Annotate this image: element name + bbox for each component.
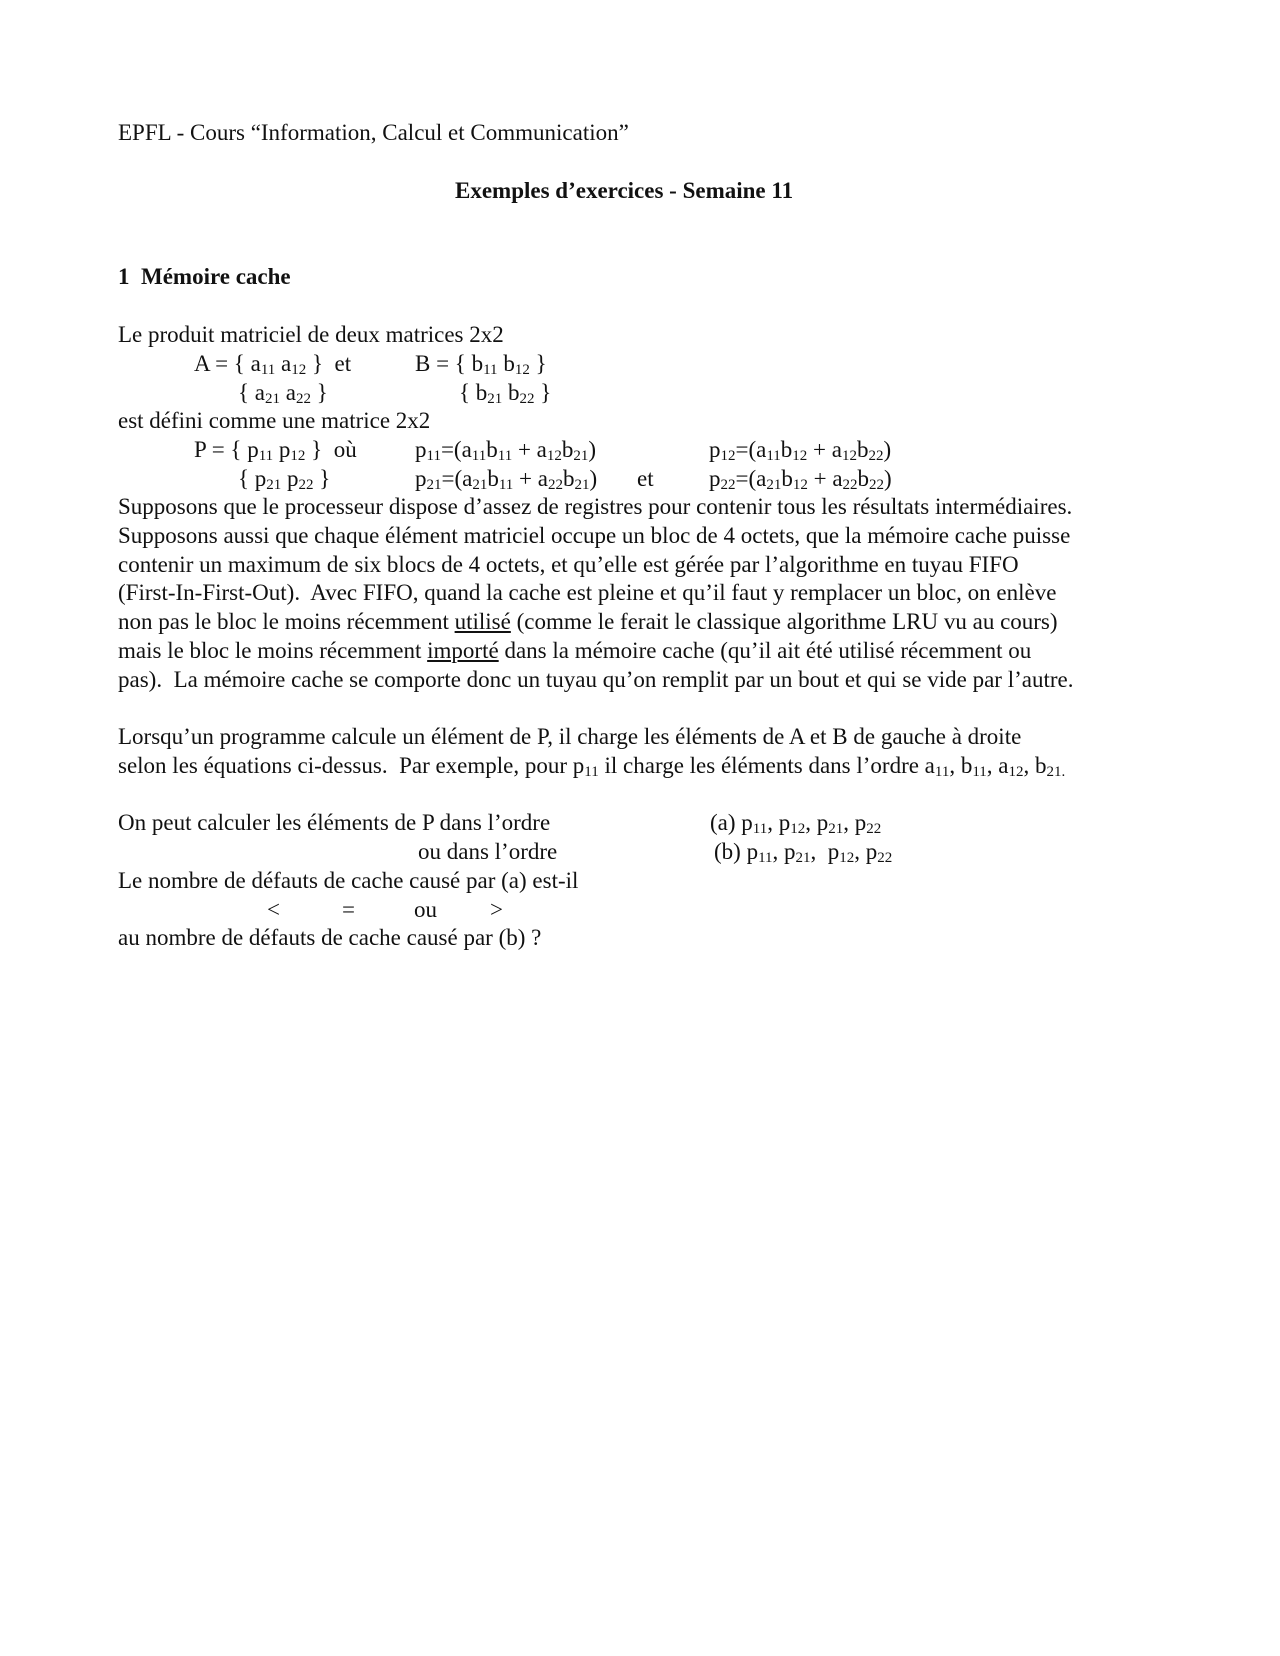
paragraph-1-line-6: mais le bloc le moins récemment importé dans la mémoire cache (qu’il ait été utilisé récemment ou [118, 638, 1032, 663]
word-ou: ou [414, 897, 437, 922]
intro-line-1: Le produit matriciel de deux matrices 2x2 [118, 322, 504, 347]
matrix-b-row-2: { $b_{21}$ $b_{22}$ } [459, 380, 552, 407]
paragraph-2-line-1: Lorsqu’un programme calcule un élément de P, il charge les éléments de A et B de gauche à droite [118, 724, 1022, 749]
equation-p21: $p_{21}=(a_{21}b_{11} + a_{22}b_{21})$ [415, 466, 598, 493]
paragraph-1-line-2: Supposons aussi que chaque élément matriciel occupe un bloc de 4 octets, que la mémoire cache puisse [118, 523, 1071, 548]
matrix-p-row-1: P = { $p_{11}$ $p_{12}$ } où [194, 437, 357, 464]
option-b: (b) $p_{11}$, $p_{21}$, $p_{12}$, $p_{22}$ [714, 839, 893, 866]
question-line-5: au nombre de défauts de cache causé par (b) ? [118, 925, 542, 950]
underlined-importe: importé [427, 638, 499, 663]
course-header: EPFL - Cours “Information, Calcul et Communication” [118, 120, 629, 145]
paragraph-2-line-2: selon les équations ci-dessus. Par exemple, pour $p_{11}$ il charge les éléments dans l’ordre $a_{11}$, $b_{11}$, $a_{12}$, b21. [118, 753, 1066, 780]
symbol-greater-than: > [490, 897, 503, 922]
underlined-utilise: utilisé [454, 609, 511, 634]
paragraph-1-line-3: contenir un maximum de six blocs de 4 octets, et qu’elle est gérée par l’algorithme en tuyau FIFO [118, 552, 1019, 577]
question-line-1: On peut calculer les éléments de P dans l’ordre [118, 810, 551, 835]
equation-p22: $p_{22}=(a_{21}b_{12} + a_{22}b_{22})$ [709, 466, 892, 493]
symbol-less-than: < [267, 897, 280, 922]
matrix-a-row-2: { $a_{21}$ $a_{22}$ } [238, 380, 328, 407]
section-title: Mémoire cache [141, 264, 291, 289]
question-line-2: ou dans l’ordre [418, 839, 558, 864]
paragraph-1-line-4: (First-In-First-Out). Avec FIFO, quand la cache est pleine et qu’il faut y remplacer un bloc, on enlève [118, 580, 1057, 605]
paragraph-1-line-1: Supposons que le processeur dispose d’assez de registres pour contenir tous les résultats intermédiaires. [118, 494, 1073, 519]
option-a: (a) $p_{11}$, $p_{12}$, $p_{21}$, $p_{22}$ [710, 810, 882, 837]
matrix-a-row-1: A = { $a_{11}$ $a_{12}$ } et [194, 351, 352, 378]
symbol-equals: = [342, 897, 355, 922]
section-heading [118, 263, 291, 291]
matrix-p-row-2: { $p_{21}$ $p_{22}$ } [238, 466, 331, 493]
matrix-b-row-1: B = { $b_{11}$ $b_{12}$ } [415, 351, 547, 378]
equation-et: et [637, 466, 654, 491]
equation-p11: $p_{11}=(a_{11}b_{11} + a_{12}b_{21})$ [415, 437, 597, 464]
question-line-3: Le nombre de défauts de cache causé par (a) est-il [118, 868, 579, 893]
page-title: Exemples d’exercices - Semaine 11 [455, 178, 794, 203]
paragraph-1-line-5: non pas le bloc le moins récemment utilisé (comme le ferait le classique algorithme LRU vu au cours) [118, 609, 1058, 634]
equation-p12: $p_{12}=(a_{11}b_{12} + a_{12}b_{22})$ [709, 437, 892, 464]
section-number: 1 [118, 264, 130, 289]
intro-line-2: est défini comme une matrice 2x2 [118, 408, 431, 433]
paragraph-1-line-7: pas). La mémoire cache se comporte donc un tuyau qu’on remplit par un bout et qui se vide par l’autre. [118, 667, 1074, 692]
